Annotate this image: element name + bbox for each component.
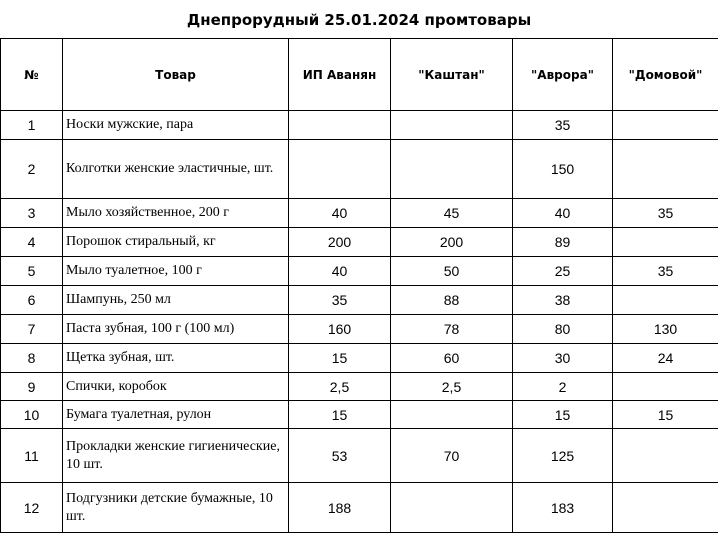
price-avrora: 25 bbox=[513, 257, 613, 286]
product-name: Мыло хозяйственное, 200 г bbox=[63, 199, 289, 228]
product-name: Прокладки женские гигиенические, 10 шт. bbox=[63, 429, 289, 483]
price-kashtan: 78 bbox=[391, 315, 513, 344]
price-ip-avanyan bbox=[289, 111, 391, 140]
price-avrora: 35 bbox=[513, 111, 613, 140]
price-kashtan bbox=[391, 111, 513, 140]
product-name: Носки мужские, пара bbox=[63, 111, 289, 140]
price-domovoy bbox=[613, 373, 718, 401]
price-kashtan: 200 bbox=[391, 228, 513, 257]
price-kashtan: 2,5 bbox=[391, 373, 513, 401]
row-number: 12 bbox=[1, 483, 63, 533]
row-number: 9 bbox=[1, 373, 63, 401]
price-domovoy: 130 bbox=[613, 315, 718, 344]
price-ip-avanyan bbox=[289, 140, 391, 199]
table-row bbox=[1, 344, 718, 373]
price-avrora: 80 bbox=[513, 315, 613, 344]
table-row bbox=[1, 111, 718, 140]
product-name: Мыло туалетное, 100 г bbox=[63, 257, 289, 286]
price-kashtan bbox=[391, 483, 513, 533]
price-avrora: 183 bbox=[513, 483, 613, 533]
price-domovoy: 15 bbox=[613, 401, 718, 429]
product-name: Паста зубная, 100 г (100 мл) bbox=[63, 315, 289, 344]
product-name: Шампунь, 250 мл bbox=[63, 286, 289, 315]
table-row bbox=[1, 373, 718, 401]
header-ip-avanyan: ИП Аванян bbox=[289, 39, 391, 111]
table-row bbox=[1, 429, 718, 483]
price-avrora: 38 bbox=[513, 286, 613, 315]
product-name: Колготки женские эластичные, шт. bbox=[63, 140, 289, 199]
price-ip-avanyan: 15 bbox=[289, 401, 391, 429]
header-kashtan: "Каштан" bbox=[391, 39, 513, 111]
row-number: 3 bbox=[1, 199, 63, 228]
price-ip-avanyan: 200 bbox=[289, 228, 391, 257]
product-name: Спички, коробок bbox=[63, 373, 289, 401]
row-number: 5 bbox=[1, 257, 63, 286]
table-row bbox=[1, 401, 718, 429]
row-number: 2 bbox=[1, 140, 63, 199]
price-kashtan bbox=[391, 401, 513, 429]
table-row bbox=[1, 483, 718, 533]
row-number: 10 bbox=[1, 401, 63, 429]
price-ip-avanyan: 188 bbox=[289, 483, 391, 533]
price-ip-avanyan: 35 bbox=[289, 286, 391, 315]
header-product: Товар bbox=[63, 39, 289, 111]
price-ip-avanyan: 2,5 bbox=[289, 373, 391, 401]
table-row bbox=[1, 315, 718, 344]
price-kashtan: 50 bbox=[391, 257, 513, 286]
header-row bbox=[1, 39, 718, 111]
price-domovoy bbox=[613, 483, 718, 533]
price-domovoy: 24 bbox=[613, 344, 718, 373]
header-number: № bbox=[1, 39, 63, 111]
price-ip-avanyan: 15 bbox=[289, 344, 391, 373]
row-number: 7 bbox=[1, 315, 63, 344]
table-row bbox=[1, 228, 718, 257]
table-row bbox=[1, 257, 718, 286]
price-ip-avanyan: 53 bbox=[289, 429, 391, 483]
price-avrora: 30 bbox=[513, 344, 613, 373]
price-ip-avanyan: 40 bbox=[289, 199, 391, 228]
price-domovoy bbox=[613, 429, 718, 483]
price-kashtan: 88 bbox=[391, 286, 513, 315]
header-domovoy: "Домовой" bbox=[613, 39, 718, 111]
price-table bbox=[0, 38, 718, 533]
price-avrora: 15 bbox=[513, 401, 613, 429]
price-domovoy bbox=[613, 111, 718, 140]
price-avrora: 2 bbox=[513, 373, 613, 401]
row-number: 11 bbox=[1, 429, 63, 483]
price-kashtan: 60 bbox=[391, 344, 513, 373]
price-avrora: 89 bbox=[513, 228, 613, 257]
row-number: 8 bbox=[1, 344, 63, 373]
product-name: Щетка зубная, шт. bbox=[63, 344, 289, 373]
row-number: 4 bbox=[1, 228, 63, 257]
header-avrora: "Аврора" bbox=[513, 39, 613, 111]
price-kashtan: 45 bbox=[391, 199, 513, 228]
table-row bbox=[1, 286, 718, 315]
row-number: 6 bbox=[1, 286, 63, 315]
product-name: Порошок стиральный, кг bbox=[63, 228, 289, 257]
price-avrora: 125 bbox=[513, 429, 613, 483]
row-number: 1 bbox=[1, 111, 63, 140]
price-avrora: 40 bbox=[513, 199, 613, 228]
product-name: Бумага туалетная, рулон bbox=[63, 401, 289, 429]
price-ip-avanyan: 160 bbox=[289, 315, 391, 344]
price-avrora: 150 bbox=[513, 140, 613, 199]
product-name: Подгузники детские бумажные, 10 шт. bbox=[63, 483, 289, 533]
table-row bbox=[1, 199, 718, 228]
price-kashtan: 70 bbox=[391, 429, 513, 483]
price-ip-avanyan: 40 bbox=[289, 257, 391, 286]
price-domovoy: 35 bbox=[613, 257, 718, 286]
table-row bbox=[1, 140, 718, 199]
price-domovoy: 35 bbox=[613, 199, 718, 228]
page-title: Днепрорудный 25.01.2024 промтовары bbox=[186, 11, 532, 29]
price-domovoy bbox=[613, 228, 718, 257]
price-kashtan bbox=[391, 140, 513, 199]
price-domovoy bbox=[613, 140, 718, 199]
price-domovoy bbox=[613, 286, 718, 315]
